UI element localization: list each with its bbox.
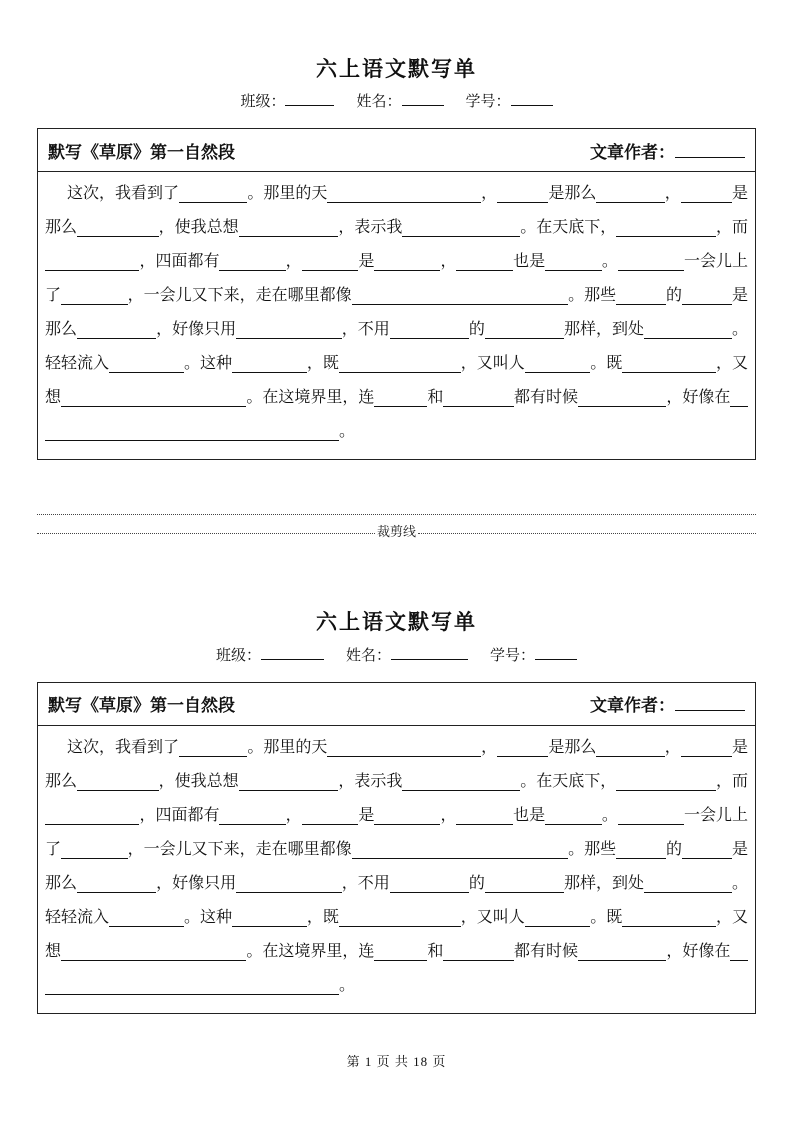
blank-underline bbox=[179, 734, 247, 757]
blank-underline bbox=[402, 91, 444, 106]
paragraph-text: 这次，我看到了 bbox=[67, 738, 180, 756]
paragraph-line bbox=[45, 313, 748, 347]
blank-underline bbox=[77, 316, 156, 339]
paragraph-text: 都有时候 bbox=[514, 942, 579, 960]
blank-underline bbox=[374, 248, 440, 271]
paragraph-text: 这次，我看到了 bbox=[67, 185, 180, 203]
label-with-blank bbox=[356, 94, 443, 110]
blank-underline bbox=[45, 248, 139, 271]
blank-underline bbox=[339, 904, 461, 927]
paragraph-text: 。在这境界里，连 bbox=[246, 389, 375, 407]
paragraph-text: 。 bbox=[339, 423, 356, 441]
field-label: 学号： bbox=[465, 94, 511, 111]
cut-dash-line bbox=[37, 533, 375, 534]
paragraph-text: 轻轻流入 bbox=[45, 908, 110, 926]
blank-underline bbox=[730, 938, 748, 961]
label-with-blank bbox=[216, 648, 324, 664]
blank-underline bbox=[219, 248, 285, 271]
blank-underline bbox=[616, 282, 666, 305]
label-with-blank bbox=[466, 94, 553, 110]
blank-underline bbox=[232, 350, 307, 373]
blank-underline bbox=[261, 644, 324, 659]
blank-underline bbox=[525, 904, 591, 927]
paragraph-text: 也是 bbox=[513, 806, 546, 824]
blank-underline bbox=[374, 938, 427, 961]
fill-in-blank-paragraph bbox=[38, 172, 755, 459]
paragraph-text: ， bbox=[664, 738, 681, 756]
paragraph-text: 轻轻流入 bbox=[45, 355, 110, 373]
blank-underline bbox=[109, 350, 184, 373]
paragraph-text: ，四面都有 bbox=[139, 253, 220, 271]
dictation-box bbox=[37, 682, 756, 1014]
paragraph-text: 。在天底下， bbox=[520, 772, 617, 790]
field-label: 文章作者： bbox=[590, 696, 675, 715]
dictation-box-title: 默写《草原》第一自然段 bbox=[48, 142, 235, 162]
paragraph-text: ， bbox=[664, 185, 681, 203]
worksheet-section-1 bbox=[37, 56, 756, 460]
cut-line-label: 裁剪线 bbox=[377, 524, 417, 540]
blank-underline bbox=[232, 904, 307, 927]
paragraph-text: ，好像只用 bbox=[156, 874, 237, 892]
field-label: 学号： bbox=[490, 647, 536, 664]
worksheet-section-2 bbox=[37, 609, 756, 1013]
paragraph-text: ， bbox=[440, 806, 457, 824]
paragraph-text: ， bbox=[481, 185, 498, 203]
paragraph-text: 。 bbox=[731, 874, 748, 892]
paragraph-line bbox=[45, 867, 748, 901]
blank-underline bbox=[456, 802, 513, 825]
blank-underline bbox=[61, 836, 128, 859]
paragraph-line bbox=[45, 347, 748, 381]
blank-underline bbox=[675, 141, 745, 158]
paragraph-text: 都有时候 bbox=[514, 389, 579, 407]
paragraph-text: 是 bbox=[732, 840, 748, 858]
field-label: 文章作者： bbox=[590, 142, 675, 162]
paragraph-text: ，好像在 bbox=[666, 389, 731, 407]
blank-underline bbox=[511, 91, 553, 106]
paragraph-text: 的 bbox=[666, 287, 683, 305]
article-author-field bbox=[590, 691, 745, 716]
blank-underline bbox=[352, 282, 568, 305]
paragraph-text: 是那么 bbox=[548, 185, 597, 203]
blank-underline bbox=[622, 904, 716, 927]
blank-underline bbox=[497, 734, 548, 757]
paragraph-text: 想 bbox=[45, 942, 62, 960]
label-with-blank bbox=[346, 648, 468, 664]
paragraph-text: 。 bbox=[601, 806, 618, 824]
blank-underline bbox=[77, 768, 159, 791]
worksheet-page bbox=[37, 0, 756, 1014]
blank-underline bbox=[644, 316, 732, 339]
paragraph-text: ，四面都有 bbox=[139, 806, 220, 824]
paragraph-text: 也是 bbox=[513, 253, 546, 271]
paragraph-line bbox=[45, 799, 748, 833]
paragraph-text: 是 bbox=[731, 738, 748, 756]
paragraph-text: ， bbox=[440, 253, 457, 271]
article-author-field bbox=[590, 138, 745, 163]
blank-underline bbox=[456, 248, 513, 271]
paragraph-text: ，又叫人 bbox=[460, 908, 525, 926]
paragraph-text: 。在这境界里，连 bbox=[246, 942, 375, 960]
paragraph-text: 。既 bbox=[590, 908, 623, 926]
paragraph-text: 了 bbox=[45, 287, 62, 305]
page-number-footer: 第 1 页 共 18 页 bbox=[346, 1054, 447, 1069]
blank-underline bbox=[402, 214, 520, 237]
paragraph-text: 。那里的天 bbox=[247, 738, 328, 756]
blank-underline bbox=[374, 384, 427, 407]
blank-underline bbox=[485, 870, 564, 893]
label-with-blank bbox=[240, 94, 334, 110]
paragraph-text: 是 bbox=[358, 253, 375, 271]
paragraph-text: ，而 bbox=[715, 772, 748, 790]
blank-underline bbox=[616, 836, 666, 859]
paragraph-text: ，好像只用 bbox=[156, 321, 237, 339]
blank-underline bbox=[239, 214, 339, 237]
paragraph-line bbox=[45, 935, 748, 969]
paragraph-text: 和 bbox=[427, 942, 444, 960]
paragraph-line bbox=[45, 381, 748, 415]
blank-underline bbox=[682, 282, 732, 305]
paragraph-text: 是 bbox=[731, 185, 748, 203]
field-label: 姓名： bbox=[345, 647, 391, 664]
blank-underline bbox=[236, 316, 342, 339]
page-title: 六上语文默写单 bbox=[316, 610, 477, 635]
dictation-box-header bbox=[38, 683, 755, 726]
blank-underline bbox=[578, 384, 666, 407]
paragraph-text: 。 bbox=[339, 976, 356, 994]
label-with-blank bbox=[590, 696, 745, 715]
field-label: 班级： bbox=[240, 94, 286, 111]
paragraph-text: 是 bbox=[732, 287, 748, 305]
blank-underline bbox=[618, 802, 684, 825]
paragraph-text: ，表示我 bbox=[338, 772, 403, 790]
blank-underline bbox=[622, 350, 716, 373]
paragraph-text: 。 bbox=[601, 253, 618, 271]
blank-underline bbox=[390, 316, 469, 339]
paragraph-line bbox=[45, 765, 748, 799]
student-info-line bbox=[37, 91, 756, 113]
dictation-box bbox=[37, 128, 756, 460]
blank-underline bbox=[545, 248, 602, 271]
field-label: 姓名： bbox=[356, 94, 402, 111]
blank-underline bbox=[352, 836, 568, 859]
paragraph-text: ，表示我 bbox=[338, 219, 403, 237]
cut-line-row bbox=[37, 526, 756, 541]
blank-underline bbox=[545, 802, 602, 825]
paragraph-line bbox=[45, 731, 748, 765]
blank-underline bbox=[443, 384, 514, 407]
blank-underline bbox=[390, 870, 469, 893]
blank-underline bbox=[236, 870, 342, 893]
paragraph-line bbox=[45, 279, 748, 313]
blank-underline bbox=[497, 180, 548, 203]
blank-underline bbox=[77, 214, 159, 237]
blank-underline bbox=[374, 802, 440, 825]
paragraph-text: ，一会儿又下来，走在哪里都像 bbox=[127, 287, 352, 305]
paragraph-line bbox=[45, 177, 748, 211]
fill-in-blank-paragraph bbox=[38, 726, 755, 1013]
paragraph-text: 。在天底下， bbox=[520, 219, 617, 237]
blank-underline bbox=[616, 768, 716, 791]
blank-underline bbox=[730, 384, 748, 407]
paragraph-text: 的 bbox=[468, 321, 485, 339]
cut-line-area bbox=[37, 514, 756, 541]
paragraph-text: 那么 bbox=[45, 874, 78, 892]
blank-underline bbox=[45, 802, 139, 825]
paragraph-line bbox=[45, 211, 748, 245]
paragraph-text: 那样，到处 bbox=[564, 321, 645, 339]
paragraph-text: ， bbox=[285, 806, 302, 824]
blank-underline bbox=[596, 180, 664, 203]
paragraph-text: 想 bbox=[45, 389, 62, 407]
paragraph-text: ，好像在 bbox=[666, 942, 731, 960]
paragraph-line bbox=[45, 245, 748, 279]
paragraph-text: 的 bbox=[468, 874, 485, 892]
blank-underline bbox=[485, 316, 564, 339]
student-info-line bbox=[37, 644, 756, 666]
paragraph-text: 是那么 bbox=[548, 738, 597, 756]
blank-underline bbox=[596, 734, 664, 757]
blank-underline bbox=[578, 938, 666, 961]
blank-underline bbox=[61, 384, 246, 407]
page-title: 六上语文默写单 bbox=[316, 57, 477, 81]
paragraph-text: ，使我总想 bbox=[158, 772, 239, 790]
paragraph-text: 。这种 bbox=[183, 355, 232, 373]
blank-underline bbox=[179, 180, 247, 203]
paragraph-text: ，一会儿又下来，走在哪里都像 bbox=[127, 840, 352, 858]
label-with-blank bbox=[590, 143, 745, 162]
blank-underline bbox=[339, 350, 461, 373]
blank-underline bbox=[61, 282, 128, 305]
paragraph-text: ，不用 bbox=[341, 321, 390, 339]
paragraph-line bbox=[45, 969, 748, 1003]
dictation-box-header bbox=[38, 129, 755, 172]
paragraph-text: ，又叫人 bbox=[460, 355, 525, 373]
blank-underline bbox=[302, 248, 359, 271]
blank-underline bbox=[302, 802, 359, 825]
cut-dash-line bbox=[37, 514, 756, 515]
paragraph-text: ，又 bbox=[715, 355, 748, 373]
paragraph-text: ，既 bbox=[306, 355, 339, 373]
blank-underline bbox=[285, 91, 334, 106]
paragraph-text: ，既 bbox=[306, 908, 339, 926]
paragraph-text: 。那里的天 bbox=[247, 185, 328, 203]
paragraph-text: 。那些 bbox=[568, 840, 617, 858]
paragraph-text: 一会儿上 bbox=[684, 253, 748, 271]
blank-underline bbox=[327, 180, 481, 203]
dictation-box-title: 默写《草原》第一自然段 bbox=[48, 696, 235, 715]
paragraph-text: ， bbox=[285, 253, 302, 271]
paragraph-text: 。既 bbox=[590, 355, 623, 373]
paragraph-text: 那么 bbox=[45, 321, 78, 339]
blank-underline bbox=[61, 938, 246, 961]
paragraph-text: 是 bbox=[358, 806, 375, 824]
blank-underline bbox=[219, 802, 285, 825]
blank-underline bbox=[682, 836, 732, 859]
blank-underline bbox=[681, 734, 732, 757]
blank-underline bbox=[391, 644, 468, 659]
label-with-blank bbox=[490, 648, 577, 664]
paragraph-text: ，而 bbox=[715, 219, 748, 237]
paragraph-line bbox=[45, 415, 748, 449]
paragraph-text: 了 bbox=[45, 840, 62, 858]
blank-underline bbox=[525, 350, 591, 373]
paragraph-text: ，又 bbox=[715, 908, 748, 926]
paragraph-text: 那么 bbox=[45, 772, 78, 790]
paragraph-line bbox=[45, 833, 748, 867]
paragraph-text: 。那些 bbox=[568, 287, 617, 305]
paragraph-text: 的 bbox=[666, 840, 683, 858]
blank-underline bbox=[239, 768, 339, 791]
blank-underline bbox=[618, 248, 684, 271]
paragraph-text: 那么 bbox=[45, 219, 78, 237]
paragraph-text: 那样，到处 bbox=[564, 874, 645, 892]
blank-underline bbox=[45, 972, 339, 995]
blank-underline bbox=[616, 214, 716, 237]
blank-underline bbox=[327, 734, 481, 757]
blank-underline bbox=[402, 768, 520, 791]
paragraph-text: 和 bbox=[427, 389, 444, 407]
blank-underline bbox=[644, 870, 732, 893]
field-label: 班级： bbox=[215, 647, 261, 664]
paragraph-text: ， bbox=[481, 738, 498, 756]
cut-dash-line bbox=[418, 533, 756, 534]
blank-underline bbox=[681, 180, 732, 203]
paragraph-text: 。这种 bbox=[183, 908, 232, 926]
blank-underline bbox=[109, 904, 184, 927]
paragraph-text: 一会儿上 bbox=[684, 806, 748, 824]
blank-underline bbox=[443, 938, 514, 961]
blank-underline bbox=[675, 694, 745, 711]
paragraph-line bbox=[45, 901, 748, 935]
blank-underline bbox=[77, 870, 156, 893]
blank-underline bbox=[535, 644, 577, 659]
paragraph-text: ，不用 bbox=[341, 874, 390, 892]
blank-underline bbox=[45, 418, 339, 441]
paragraph-text: ，使我总想 bbox=[158, 219, 239, 237]
paragraph-text: 。 bbox=[731, 321, 748, 339]
